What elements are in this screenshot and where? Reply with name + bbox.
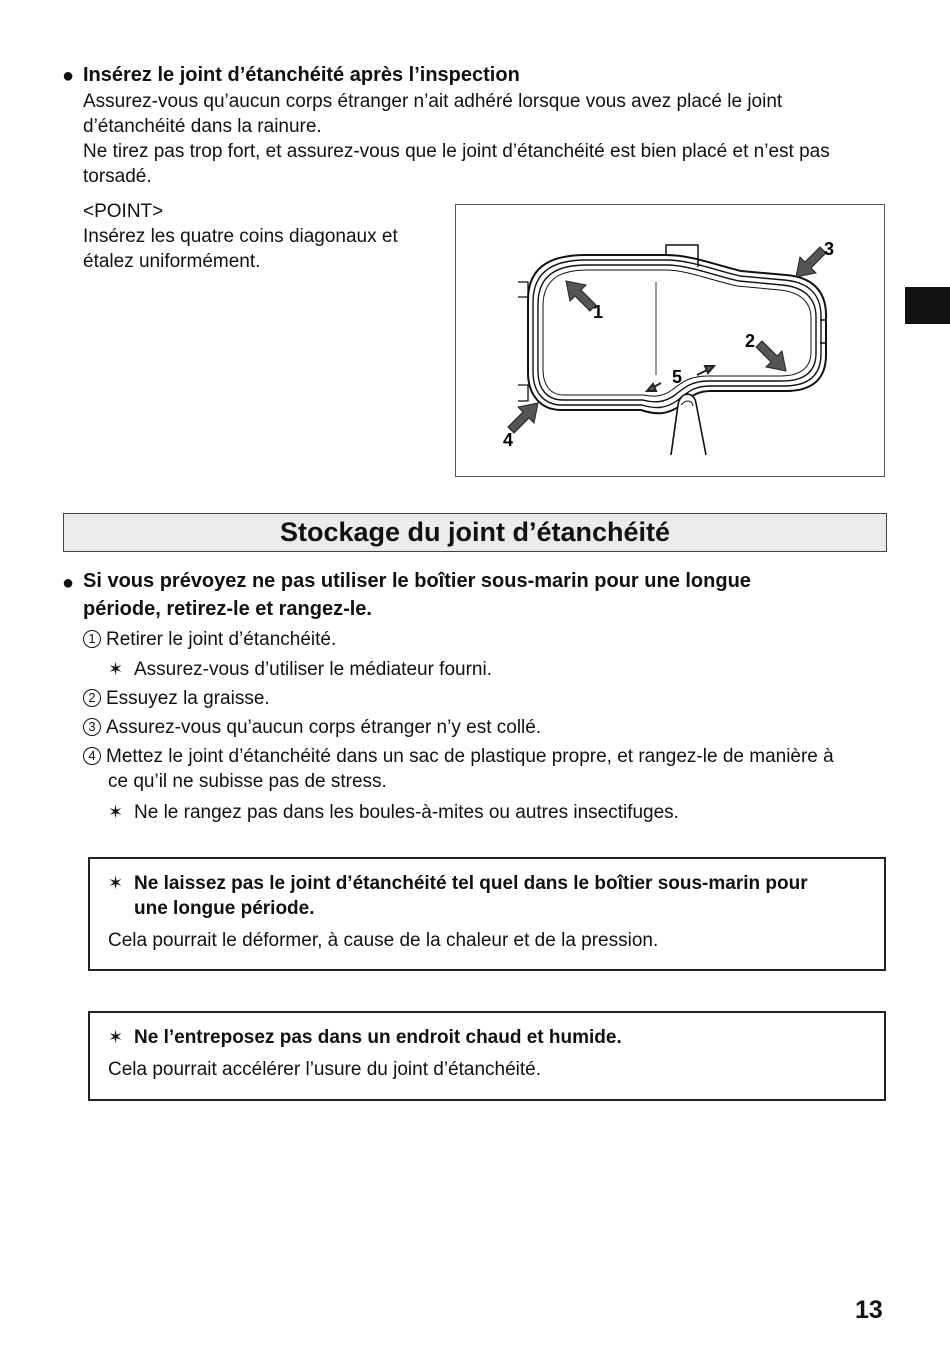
step-number: 1 [83,630,101,648]
step-item [83,745,834,769]
warning-box [88,857,886,971]
point-text: étalez uniformément. [83,251,261,272]
arrow-5-right-head-icon [705,366,714,373]
step-text: Assurez-vous qu’aucun corps étranger n’y est collé. [106,717,542,738]
step-number: 2 [83,689,101,707]
inspection-line: d’étanchéité dans la rainure. [83,116,322,137]
step-number: 3 [83,718,101,736]
step-text: Mettez le joint d’étanchéité dans un sac de plastique propre, et rangez-le de manière à [106,746,834,767]
warning-box [88,1011,886,1101]
bullet-dot: ● [62,572,75,594]
warning-heading-line2: une longue période. [134,898,315,919]
step-item [83,687,270,711]
warning-heading-text: Ne l’entreposez pas dans un endroit chaud et humide. [134,1027,622,1048]
warning-heading [108,871,868,896]
arrow-2-icon [756,341,786,371]
section-title: Stockage du joint d’étanchéité [279,517,671,547]
left-bracket [518,282,528,297]
arrow-4-icon [508,403,538,433]
storage-heading: période, retirez-le et rangez-le. [83,598,372,620]
step-note-text: Assurez-vous d’utiliser le médiateur fourni. [134,659,492,680]
figure-label-2: 2 [745,331,756,351]
housing-outline [528,255,826,413]
left-bracket [518,385,528,401]
section-tab-marker [905,287,950,324]
arrow-3-icon [796,247,826,277]
warning-body: Cela pourrait le déformer, à cause de la chaleur et de la pression. [108,930,659,951]
star-icon: ✶ [108,802,124,822]
section-header [63,513,887,552]
warning-heading [108,1025,622,1050]
figure-label-3: 3 [824,239,835,259]
storage-heading: Si vous prévoyez ne pas utiliser le boîtier sous-marin pour une longue [83,570,751,592]
bullet-dot: ● [62,65,75,87]
step-item [83,628,336,652]
star-icon: ✶ [108,659,124,679]
finger-illustration [671,394,706,455]
figure-label-5: 5 [672,367,683,387]
gasket-figure [455,204,885,477]
gasket-diagram [456,205,884,476]
inspection-line: torsadé. [83,166,152,187]
page-number: 13 [855,1296,883,1324]
point-text: Insérez les quatre coins diagonaux et [83,226,398,247]
arrow-1-icon [566,281,596,311]
inspection-line: Ne tirez pas trop fort, et assurez-vous que le joint d’étanchéité est bien placé et n’est pas [83,141,830,162]
step-text: Essuyez la graisse. [106,688,270,709]
arrow-5-left-head-icon [647,384,656,391]
step-note [108,657,492,682]
step-text: Retirer le joint d’étanchéité. [106,629,337,650]
warning-heading-text: Ne laissez pas le joint d’étanchéité tel quel dans le boîtier sous-marin pour [134,873,808,894]
step-item [83,716,541,740]
star-icon: ✶ [108,1027,124,1047]
figure-label-1: 1 [593,302,604,322]
step-note-text: Ne le rangez pas dans les boules-à-mites ou autres insectifuges. [134,802,679,823]
step-number: 4 [83,747,101,765]
figure-label-4: 4 [503,430,514,450]
step-text-continued: ce qu’il ne subisse pas de stress. [108,771,387,792]
inspection-heading: Insérez le joint d’étanchéité après l’inspection [83,64,520,86]
point-label: <POINT> [83,201,164,222]
star-icon: ✶ [108,873,124,893]
warning-body: Cela pourrait accélérer l’usure du joint d’étanchéité. [108,1059,542,1080]
inspection-line: Assurez-vous qu’aucun corps étranger n’ait adhéré lorsque vous avez placé le joint [83,91,783,112]
step-note [108,800,679,825]
